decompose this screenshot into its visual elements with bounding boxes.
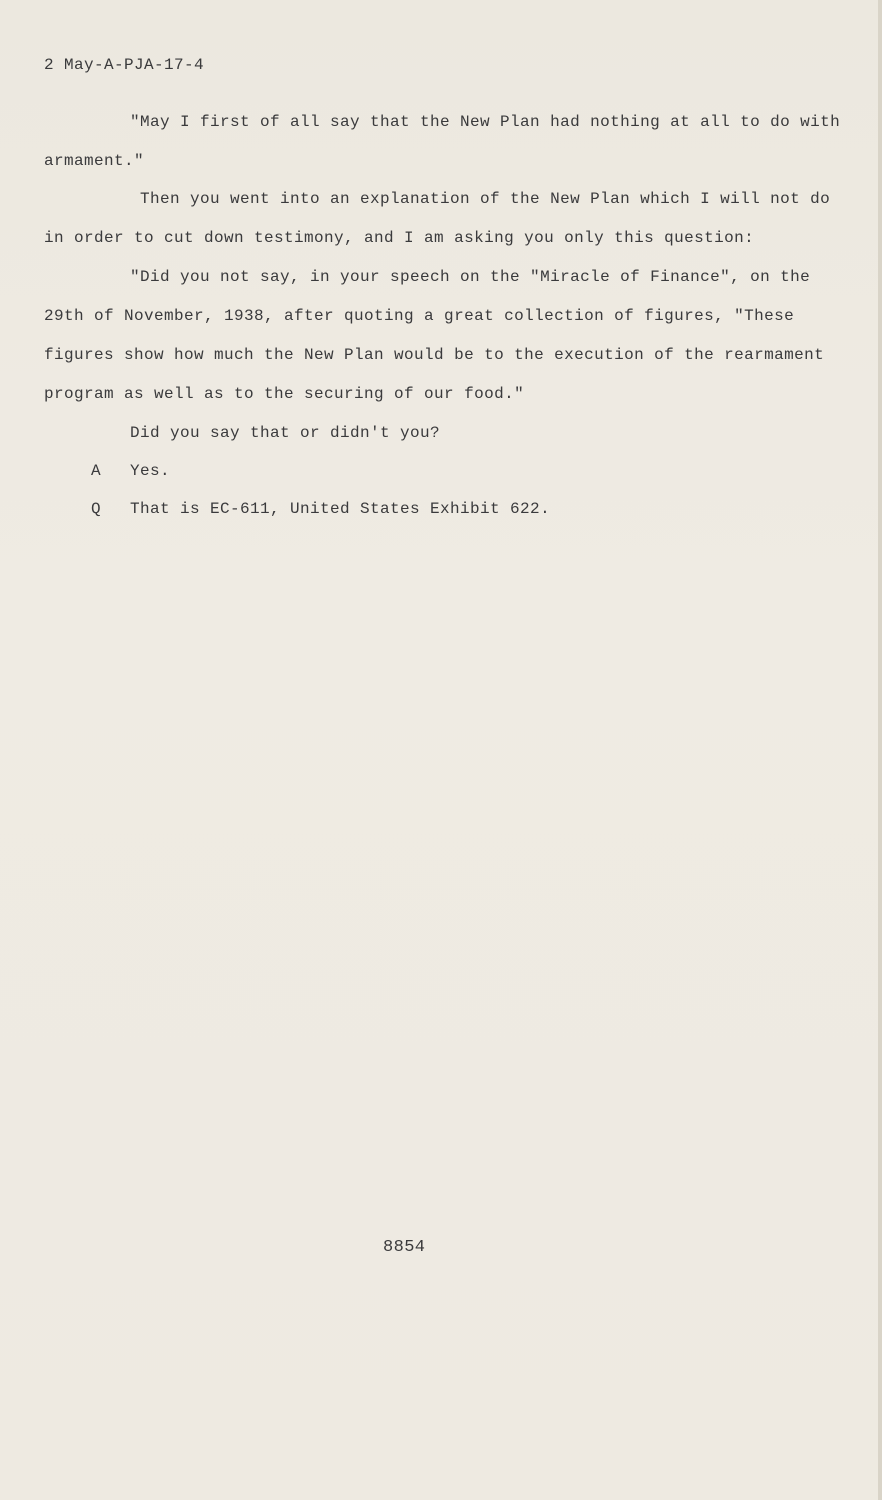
answer-text: Yes. [130, 462, 171, 480]
quote-line: "May I first of all say that the New Plan had nothing at all to do with [130, 113, 841, 131]
question-line: Did you say that or didn't you? [130, 424, 441, 442]
page-edge [878, 0, 882, 1500]
statement-line: in order to cut down testimony, and I am asking you only this question: [44, 229, 755, 247]
document-code: 2 May-A-PJA-17-4 [44, 56, 205, 74]
quote-line: armament." [44, 152, 145, 170]
question-line: program as well as to the securing of our food." [44, 385, 525, 403]
speaker-label: A [91, 462, 102, 480]
question-line: 29th of November, 1938, after quoting a great collection of figures, "These [44, 307, 795, 325]
question-line: figures show how much the New Plan would be to the execution of the rearmament [44, 346, 825, 364]
page-number: 8854 [383, 1238, 426, 1257]
question-line: "Did you not say, in your speech on the "Miracle of Finance", on the [130, 268, 811, 286]
statement-line: Then you went into an explanation of the New Plan which I will not do [140, 190, 831, 208]
question-text: That is EC-611, United States Exhibit 622. [130, 500, 551, 518]
speaker-label: Q [91, 500, 102, 518]
